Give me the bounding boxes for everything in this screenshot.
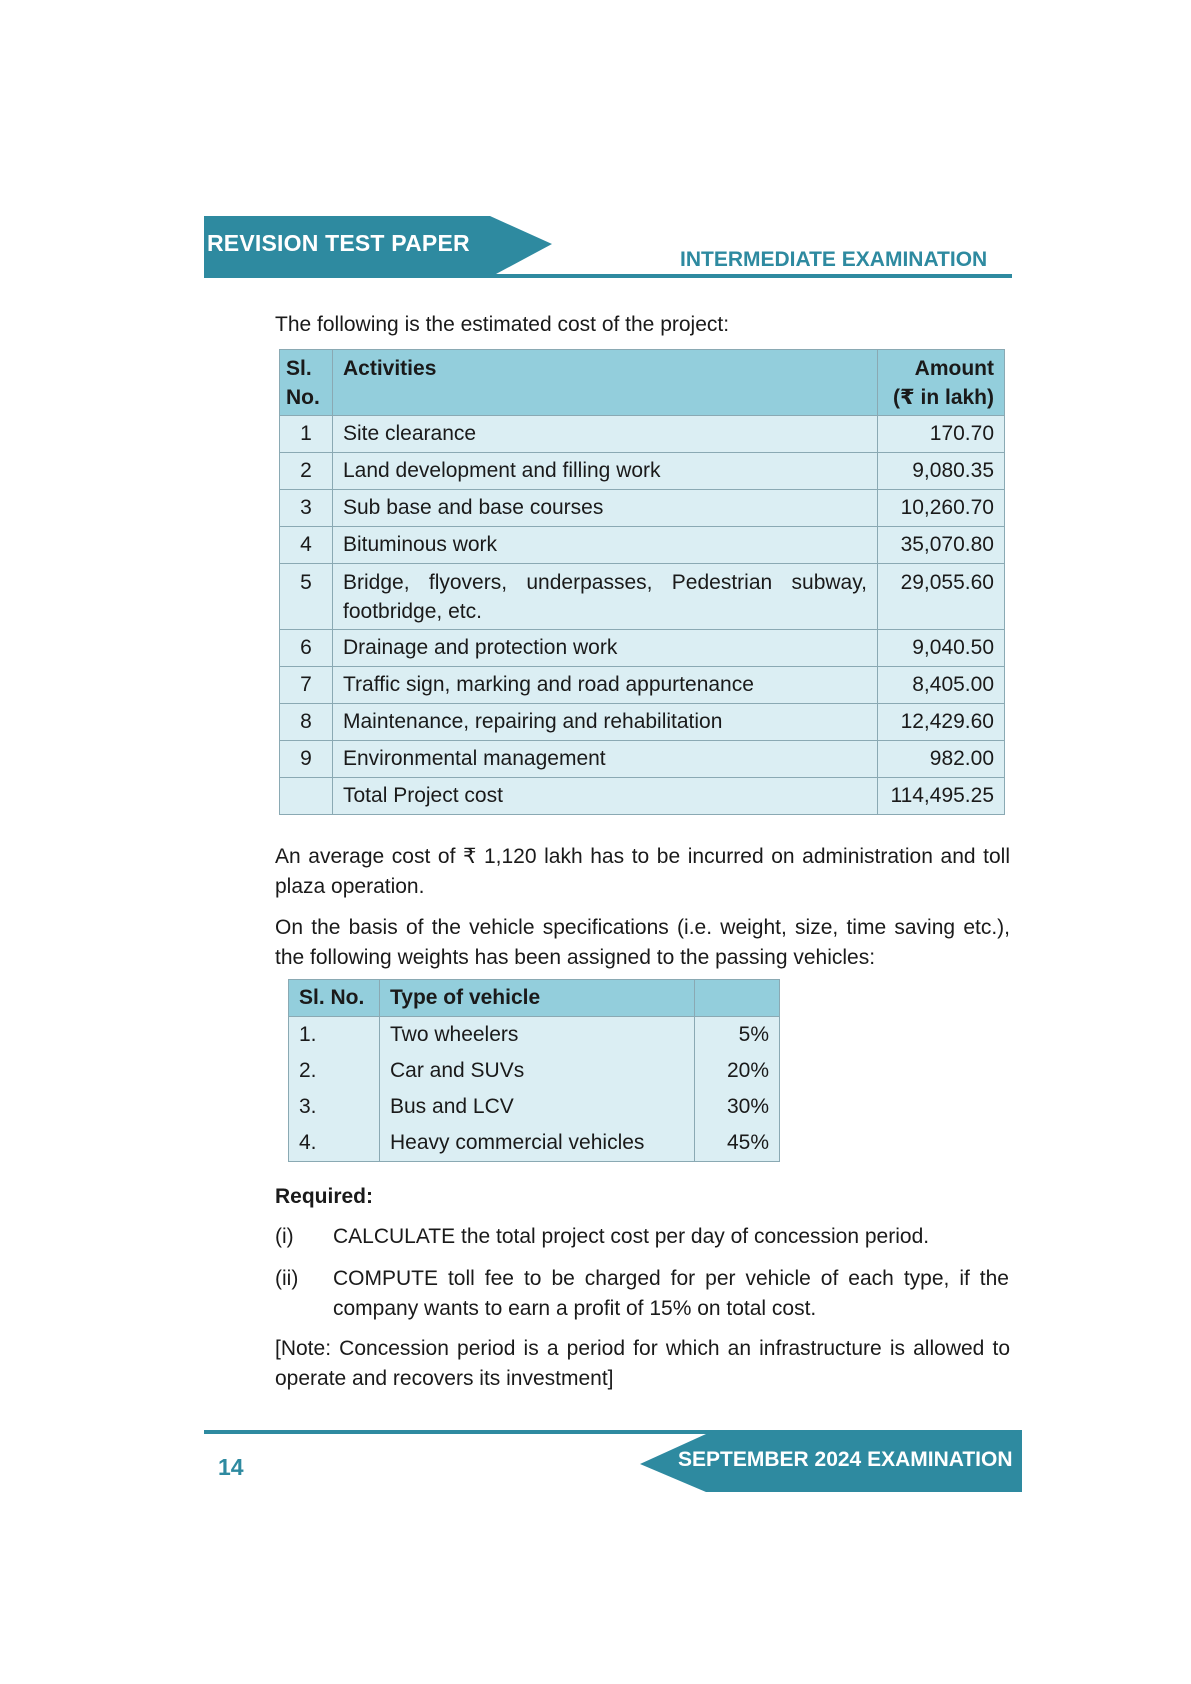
header-divider bbox=[204, 274, 1012, 278]
total-row: Total Project cost 114,495.25 bbox=[280, 778, 1005, 815]
table-row: 2. Car and SUVs 20% bbox=[289, 1053, 780, 1089]
table-row: 3. Bus and LCV 30% bbox=[289, 1089, 780, 1125]
required-item-text: CALCULATE the total project cost per day of concession period. bbox=[333, 1225, 930, 1248]
table-row: 4. Heavy commercial vehicles 45% bbox=[289, 1125, 780, 1162]
required-item bbox=[275, 1264, 1015, 1324]
required-item-number: (ii) bbox=[275, 1267, 299, 1290]
table-row: 3 Sub base and base courses 10,260.70 bbox=[280, 490, 1005, 527]
vehicle-sl-header: Sl. No. bbox=[289, 980, 380, 1017]
table-row: 5 Bridge, flyovers, underpasses, Pedestrian subway, footbridge, etc. 29,055.60 bbox=[280, 564, 1005, 630]
vehicle-weight-header bbox=[695, 980, 780, 1017]
table-row: 2 Land development and filling work 9,080.35 bbox=[280, 453, 1005, 490]
intro-text: The following is the estimated cost of the project: bbox=[275, 313, 730, 336]
table-row: 1 Site clearance 170.70 bbox=[280, 416, 1005, 453]
sl-no-header: Sl. No. bbox=[280, 350, 333, 416]
concession-note: [Note: Concession period is a period for which an infrastructure is allowed to operate and recovers its investment] bbox=[275, 1337, 1010, 1390]
cost-table-header-row bbox=[280, 350, 1005, 416]
table-row: 8 Maintenance, repairing and rehabilitation 12,429.60 bbox=[280, 704, 1005, 741]
header-right-title: INTERMEDIATE EXAMINATION bbox=[680, 248, 988, 271]
table-row: 4 Bituminous work 35,070.80 bbox=[280, 527, 1005, 564]
project-cost-table bbox=[279, 349, 1005, 815]
required-item bbox=[275, 1222, 1015, 1252]
vehicle-table-header-row bbox=[289, 980, 780, 1017]
amount-header: Amount (₹ in lakh) bbox=[878, 350, 1005, 416]
table-row: 6 Drainage and protection work 9,040.50 bbox=[280, 630, 1005, 667]
required-item-text: COMPUTE toll fee to be charged for per vehicle of each type, if the company wants to earn a profit of 15% on total cost. bbox=[333, 1267, 1009, 1320]
weights-intro-text: On the basis of the vehicle specifications (i.e. weight, size, time saving etc.), the following weights has been assigned to the passing vehicles: bbox=[275, 916, 1010, 969]
activities-header: Activities bbox=[333, 350, 878, 416]
table-row: 9 Environmental management 982.00 bbox=[280, 741, 1005, 778]
footer-exam-label: SEPTEMBER 2024 EXAMINATION bbox=[678, 1448, 1013, 1471]
table-row: 7 Traffic sign, marking and road appurtenance 8,405.00 bbox=[280, 667, 1005, 704]
vehicle-type-header: Type of vehicle bbox=[380, 980, 695, 1017]
vehicle-weights-table bbox=[288, 979, 780, 1162]
admin-cost-text: An average cost of ₹ 1,120 lakh has to be incurred on administration and toll plaza operation. bbox=[275, 845, 1010, 898]
page-number: 14 bbox=[218, 1454, 244, 1480]
table-row: 1. Two wheelers 5% bbox=[289, 1017, 780, 1054]
required-label: Required: bbox=[275, 1185, 374, 1208]
required-item-number: (i) bbox=[275, 1225, 294, 1248]
header-left-title: REVISION TEST PAPER bbox=[207, 230, 470, 256]
